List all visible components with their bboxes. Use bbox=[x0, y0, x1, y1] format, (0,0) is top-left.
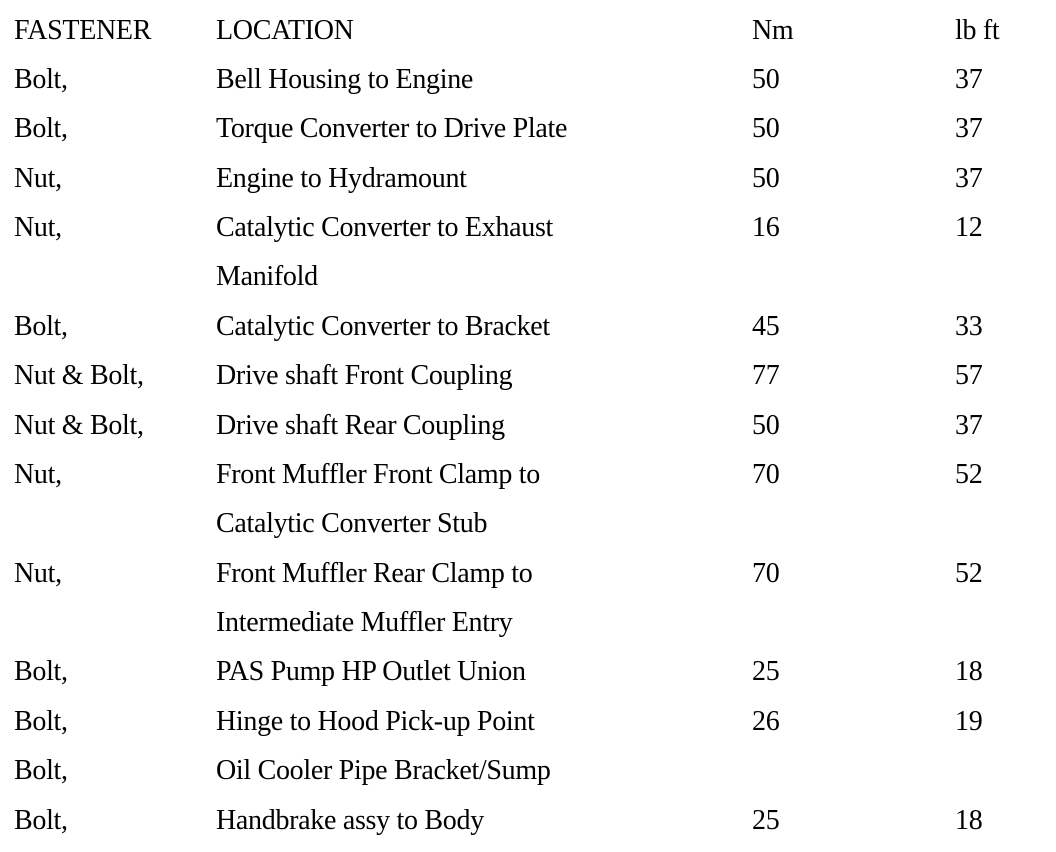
lbft-cell: 19 bbox=[955, 706, 983, 737]
nm-cell: 45 bbox=[752, 311, 780, 342]
lbft-cell: 33 bbox=[955, 311, 983, 342]
lbft-cell: 52 bbox=[955, 459, 983, 490]
fastener-cell: Nut, bbox=[14, 459, 62, 490]
lbft-cell: 37 bbox=[955, 64, 983, 95]
nm-cell: 50 bbox=[752, 64, 780, 95]
table-row bbox=[0, 104, 1056, 154]
fastener-cell: Bolt, bbox=[14, 755, 68, 786]
table-row bbox=[0, 549, 1056, 599]
table-header-row bbox=[0, 6, 1056, 56]
location-cell: Drive shaft Front Coupling bbox=[216, 360, 513, 391]
table-row-continuation bbox=[0, 598, 1056, 648]
lbft-cell: 37 bbox=[955, 410, 983, 441]
nm-cell: 70 bbox=[752, 459, 780, 490]
table-row bbox=[0, 746, 1056, 796]
header-lbft: lb ft bbox=[955, 15, 1000, 46]
fastener-cell: Bolt, bbox=[14, 64, 68, 95]
location-cell: Front Muffler Front Clamp to bbox=[216, 459, 540, 490]
nm-cell: 25 bbox=[752, 805, 780, 836]
header-location: LOCATION bbox=[216, 15, 354, 46]
lbft-cell: 37 bbox=[955, 113, 983, 144]
fastener-cell: Bolt, bbox=[14, 113, 68, 144]
table-row bbox=[0, 697, 1056, 747]
fastener-cell: Bolt, bbox=[14, 805, 68, 836]
header-nm: Nm bbox=[752, 15, 794, 46]
location-cell-continuation: Catalytic Converter Stub bbox=[216, 508, 488, 539]
fastener-cell: Nut & Bolt, bbox=[14, 360, 144, 391]
lbft-cell: 18 bbox=[955, 805, 983, 836]
location-cell: Catalytic Converter to Bracket bbox=[216, 311, 550, 342]
table-row-continuation bbox=[0, 252, 1056, 302]
nm-cell: 26 bbox=[752, 706, 780, 737]
table-row bbox=[0, 154, 1056, 204]
location-cell: Oil Cooler Pipe Bracket/Sump bbox=[216, 755, 551, 786]
location-cell: Hinge to Hood Pick-up Point bbox=[216, 706, 535, 737]
table-row bbox=[0, 796, 1056, 846]
fastener-cell: Nut, bbox=[14, 212, 62, 243]
lbft-cell: 12 bbox=[955, 212, 983, 243]
location-cell: Handbrake assy to Body bbox=[216, 805, 484, 836]
nm-cell: 50 bbox=[752, 113, 780, 144]
table-row-continuation bbox=[0, 499, 1056, 549]
nm-cell: 50 bbox=[752, 163, 780, 194]
lbft-cell: 57 bbox=[955, 360, 983, 391]
location-cell-continuation: Intermediate Muffler Entry bbox=[216, 607, 513, 638]
location-cell: PAS Pump HP Outlet Union bbox=[216, 656, 526, 687]
lbft-cell: 52 bbox=[955, 558, 983, 589]
table-row bbox=[0, 647, 1056, 697]
lbft-cell: 18 bbox=[955, 656, 983, 687]
location-cell-continuation: Manifold bbox=[216, 261, 318, 292]
table-row bbox=[0, 55, 1056, 105]
fastener-cell: Bolt, bbox=[14, 656, 68, 687]
fastener-cell: Nut & Bolt, bbox=[14, 410, 144, 441]
lbft-cell: 37 bbox=[955, 163, 983, 194]
nm-cell: 16 bbox=[752, 212, 780, 243]
nm-cell: 25 bbox=[752, 656, 780, 687]
table-row bbox=[0, 203, 1056, 253]
location-cell: Catalytic Converter to Exhaust bbox=[216, 212, 554, 243]
nm-cell: 77 bbox=[752, 360, 780, 391]
table-row bbox=[0, 401, 1056, 451]
location-cell: Front Muffler Rear Clamp to bbox=[216, 558, 533, 589]
fastener-cell: Nut, bbox=[14, 163, 62, 194]
table-row bbox=[0, 450, 1056, 500]
table-row bbox=[0, 302, 1056, 352]
nm-cell: 50 bbox=[752, 410, 780, 441]
table-row bbox=[0, 351, 1056, 401]
location-cell: Drive shaft Rear Coupling bbox=[216, 410, 505, 441]
fastener-cell: Nut, bbox=[14, 558, 62, 589]
location-cell: Torque Converter to Drive Plate bbox=[216, 113, 568, 144]
nm-cell: 70 bbox=[752, 558, 780, 589]
header-fastener: FASTENER bbox=[14, 15, 152, 46]
location-cell: Bell Housing to Engine bbox=[216, 64, 474, 95]
location-cell: Engine to Hydramount bbox=[216, 163, 467, 194]
fastener-cell: Bolt, bbox=[14, 706, 68, 737]
fastener-cell: Bolt, bbox=[14, 311, 68, 342]
